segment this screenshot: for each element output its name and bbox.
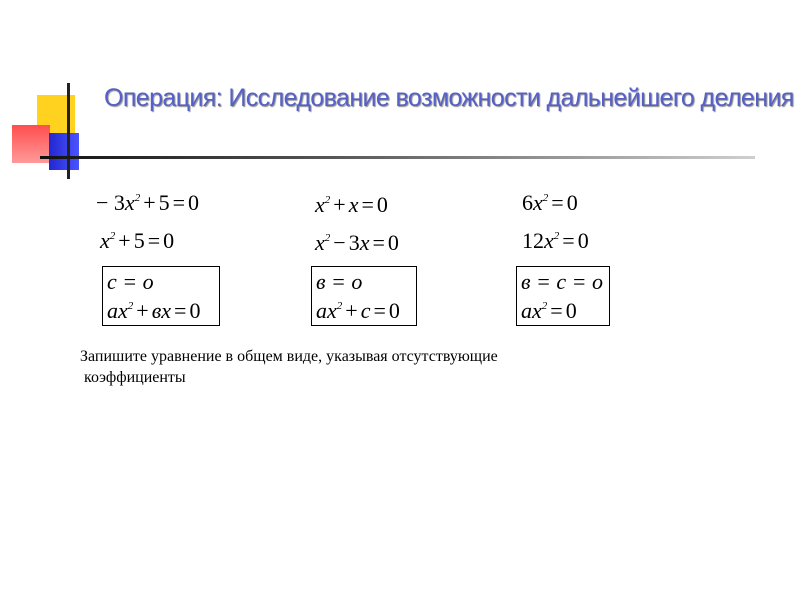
eq-power: 2 [541,300,548,312]
box-equation [316,300,400,322]
eq-const: 5 [133,228,145,253]
equation-col2-row1 [315,194,388,216]
box-condition: в = c = o [521,269,604,294]
eq-rhs: 0 [376,192,388,217]
eq-equals: = [372,230,385,255]
eq-equals: = [147,228,161,253]
logo-vertical-line [67,83,70,179]
eq-var: x [544,228,554,253]
eq-rhs: 0 [577,228,589,253]
equation-col3-row2 [522,230,589,252]
instruction-line-1: Запишите уравнение в общем виде, указывая отсутствующие [80,348,498,365]
eq-term: вx [151,298,172,323]
eq-const: 5 [158,190,170,215]
box-condition: c = o [107,269,154,294]
instruction-line-2: коэффициенты [84,369,186,386]
eq-coef: 6 [522,190,533,215]
eq-power: 2 [324,194,331,206]
equation-col2-row2 [315,232,399,254]
equation-col3-row1 [522,192,578,214]
eq-op: + [345,298,358,323]
eq-equals: = [373,298,386,323]
eq-op: + [118,228,131,253]
equation-col1-row2 [100,230,174,252]
eq-var: x [533,190,543,215]
eq-var: x [100,228,110,253]
general-form-box-1 [102,266,220,326]
equation-col1-row1 [96,192,199,214]
eq-power: 2 [553,230,560,242]
eq-var: x [348,192,359,217]
general-form-box-2 [311,266,417,326]
eq-rhs: 0 [388,298,400,323]
eq-var: x [315,192,325,217]
eq-var: x [124,190,135,215]
eq-equals: = [174,298,187,323]
box-condition: в = o [316,269,363,294]
eq-rhs: 0 [163,228,175,253]
eq-term: ax [316,298,337,323]
eq-op: + [136,298,149,323]
eq-term: ax [107,298,128,323]
box-equation [107,300,200,322]
eq-var: x [315,230,325,255]
eq-op: − [333,230,346,255]
box-equation [521,300,577,322]
eq-op: + [143,190,156,215]
eq-op: + [333,192,346,217]
eq-equals: = [550,298,563,323]
eq-rhs: 0 [565,298,577,323]
eq-coef: 3 [348,230,360,255]
eq-var: x [359,230,370,255]
eq-term: ax [521,298,542,323]
eq-power: 2 [336,300,343,312]
eq-rhs: 0 [189,298,201,323]
title-underline [40,156,755,159]
eq-equals: = [551,190,564,215]
logo-blue-square [49,133,79,170]
eq-rhs: 0 [566,190,578,215]
eq-equals: = [172,190,186,215]
eq-power: 2 [127,300,134,312]
eq-equals: = [361,192,374,217]
eq-equals: = [562,228,575,253]
eq-rhs: 0 [387,230,399,255]
instruction-text [80,346,720,388]
eq-power: 2 [109,230,116,242]
eq-power: 2 [324,232,331,244]
slide-title: Операция: Исследование возможности дальнейшего деления [104,84,794,112]
eq-coef: − 3 [96,190,125,215]
eq-term: c [360,298,371,323]
eq-power: 2 [542,192,549,204]
eq-power: 2 [134,192,141,204]
general-form-box-3 [516,266,610,326]
eq-coef: 12 [522,228,544,253]
eq-rhs: 0 [188,190,200,215]
